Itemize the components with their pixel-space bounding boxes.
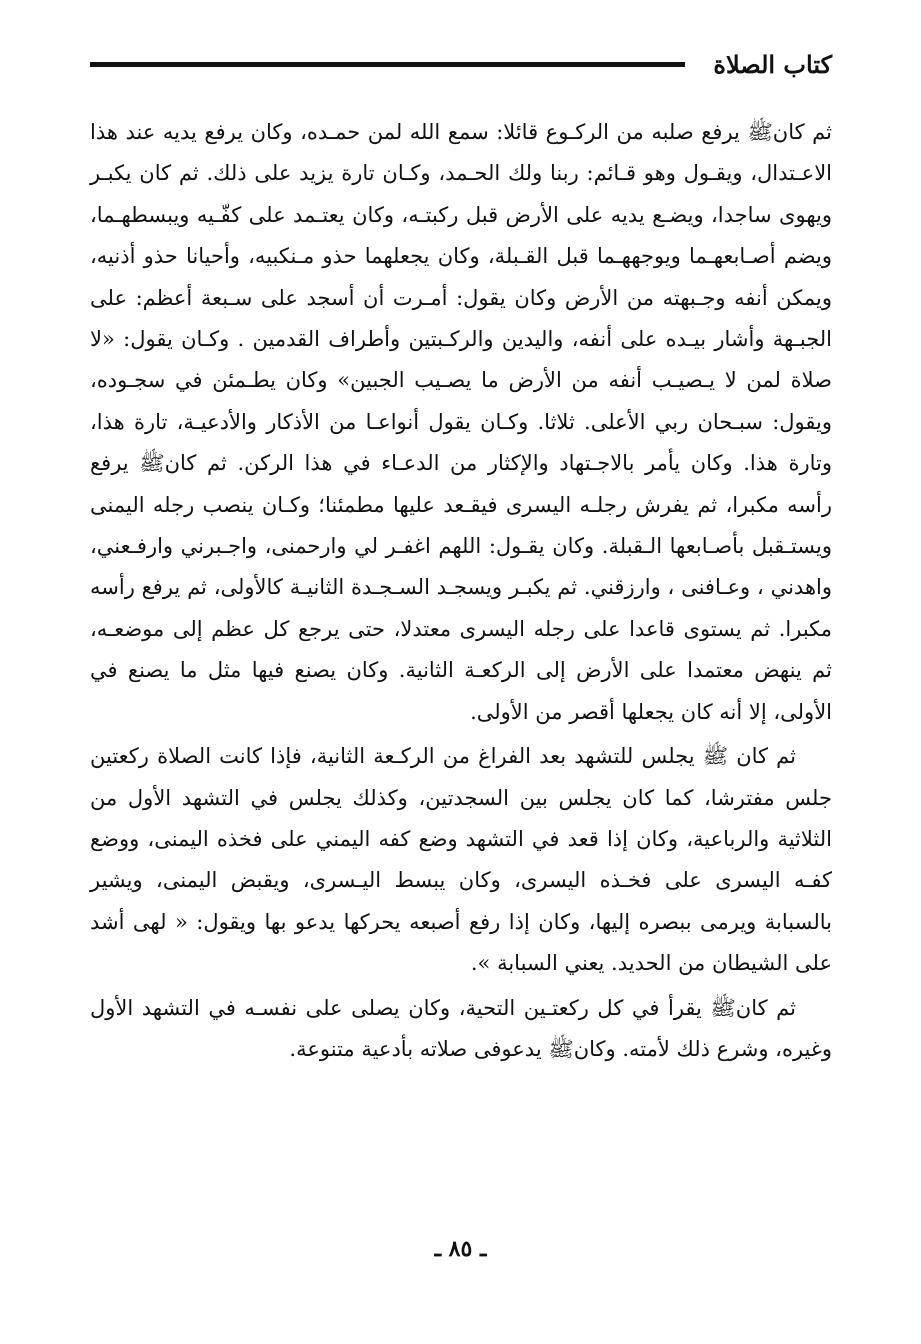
header-rule — [90, 62, 685, 67]
paragraph-ruku-sujud: ثم كانﷺ يرفع صلبه من الركـوع قائلا: سمع الله لمن حمـده، وكان يرفع يديه عند هذا الاعـتدال، ويقـول وهو قـائم: ربنا ولك الحـمد، وكـان تارة يزيد على ذلك. ثم كان يكبـر ويهوى ساجدا، ويضـع يديه على الأرض قبل ركبتـه، وكان يعتـمد على كفّـيه ويبسطهـما، ويضم أصـابعهـما ويوجههـما قبل القـبلة، وكان يجعلهما حذو مـنكبيه، وأحيانا حذو أذنيه، ويمكن أنفه وجـبهته من الأرض وكان يقول: أمـرت أن أسجد على سـبعة أعظم: على الجبـهة وأشار بيـده على أنفه، واليدين والركـبتين وأطراف القدمين . وكـان يقول: «لا صلاة لمن لا يـصيـب أنفه من الأرض ما يصـيب الجبين» وكان يطـمئن في سجـوده، ويقول: سبـحان ربي الأعلى. ثلاثا. وكـان يقول أنواعـا من الأذكار والأدعيـة، تارة هذا، وتارة هذا. وكان يأمر بالاجـتهاد والإكثار من الدعـاء في هذا الركن. ثم كانﷺ يرفع رأسه مكبرا، ثم يفرش رجلـه اليسرى فيقـعد عليها مطمئنا؛ وكـان ينصب رجله اليمنى ويستـقبل بأصـابعها الـقبلة. وكان يقـول: اللهم اغفـر لي وارحمنى، واجـبرني وارفـعني، واهدني ، وعـافنى ، وارزقني. ثم يكبـر ويسجـد السـجـدة الثانيـة كالأولى، ثم يرفع رأسه مكبرا. ثم يستوى قاعدا على رجله اليسرى معتدلا، حتى يرجع كل عظم إلى موضعـه، ثم ينهض معتمدا على الأرض إلى الركعـة الثانية. وكان يصنع فيها مثل ما يصنع في الأولى، إلا أنه كان يجعلها أقصر من الأولى. — [90, 120, 832, 724]
paragraph-tahiyyah: ثم كانﷺ يقرأ في كل ركعتـين التحية، وكان يصلى على نفسـه في التشهد الأول وغيره، وشرع ذلك لأمته. وكانﷺ يدعوفى صلاته بأدعية متنوعة. — [90, 995, 832, 1061]
page-header — [90, 44, 832, 88]
chapter-title: كتاب الصلاة — [713, 50, 832, 79]
page-body — [90, 112, 832, 1070]
paragraph-tashahhud: ثم كان ﷺ يجلس للتشهد بعد الفراغ من الركـعة الثانية، فإذا كانت الصلاة ركعتين جلس مفترشا، كما كان يجلس بين السجدتين، وكذلك يجلس في التشهد الأول من الثلاثية والرباعية، وكان إذا قعد في التشهد وضع كفه اليمني على فخذه اليمنى، ووضع كفـه اليسرى على فخـذه اليسرى، وكان يبسط اليـسرى، ويقبض اليمنى، ويشير بالسبابة ويرمى ببصره إليها، وكان إذا رفع أصبعه يحركها يدعو بها ويقول: « لهى أشد على الشيطان من الحديد. يعني السبابة ». — [90, 744, 832, 976]
page-number: ـ ٨٥ ـ — [434, 1236, 487, 1262]
